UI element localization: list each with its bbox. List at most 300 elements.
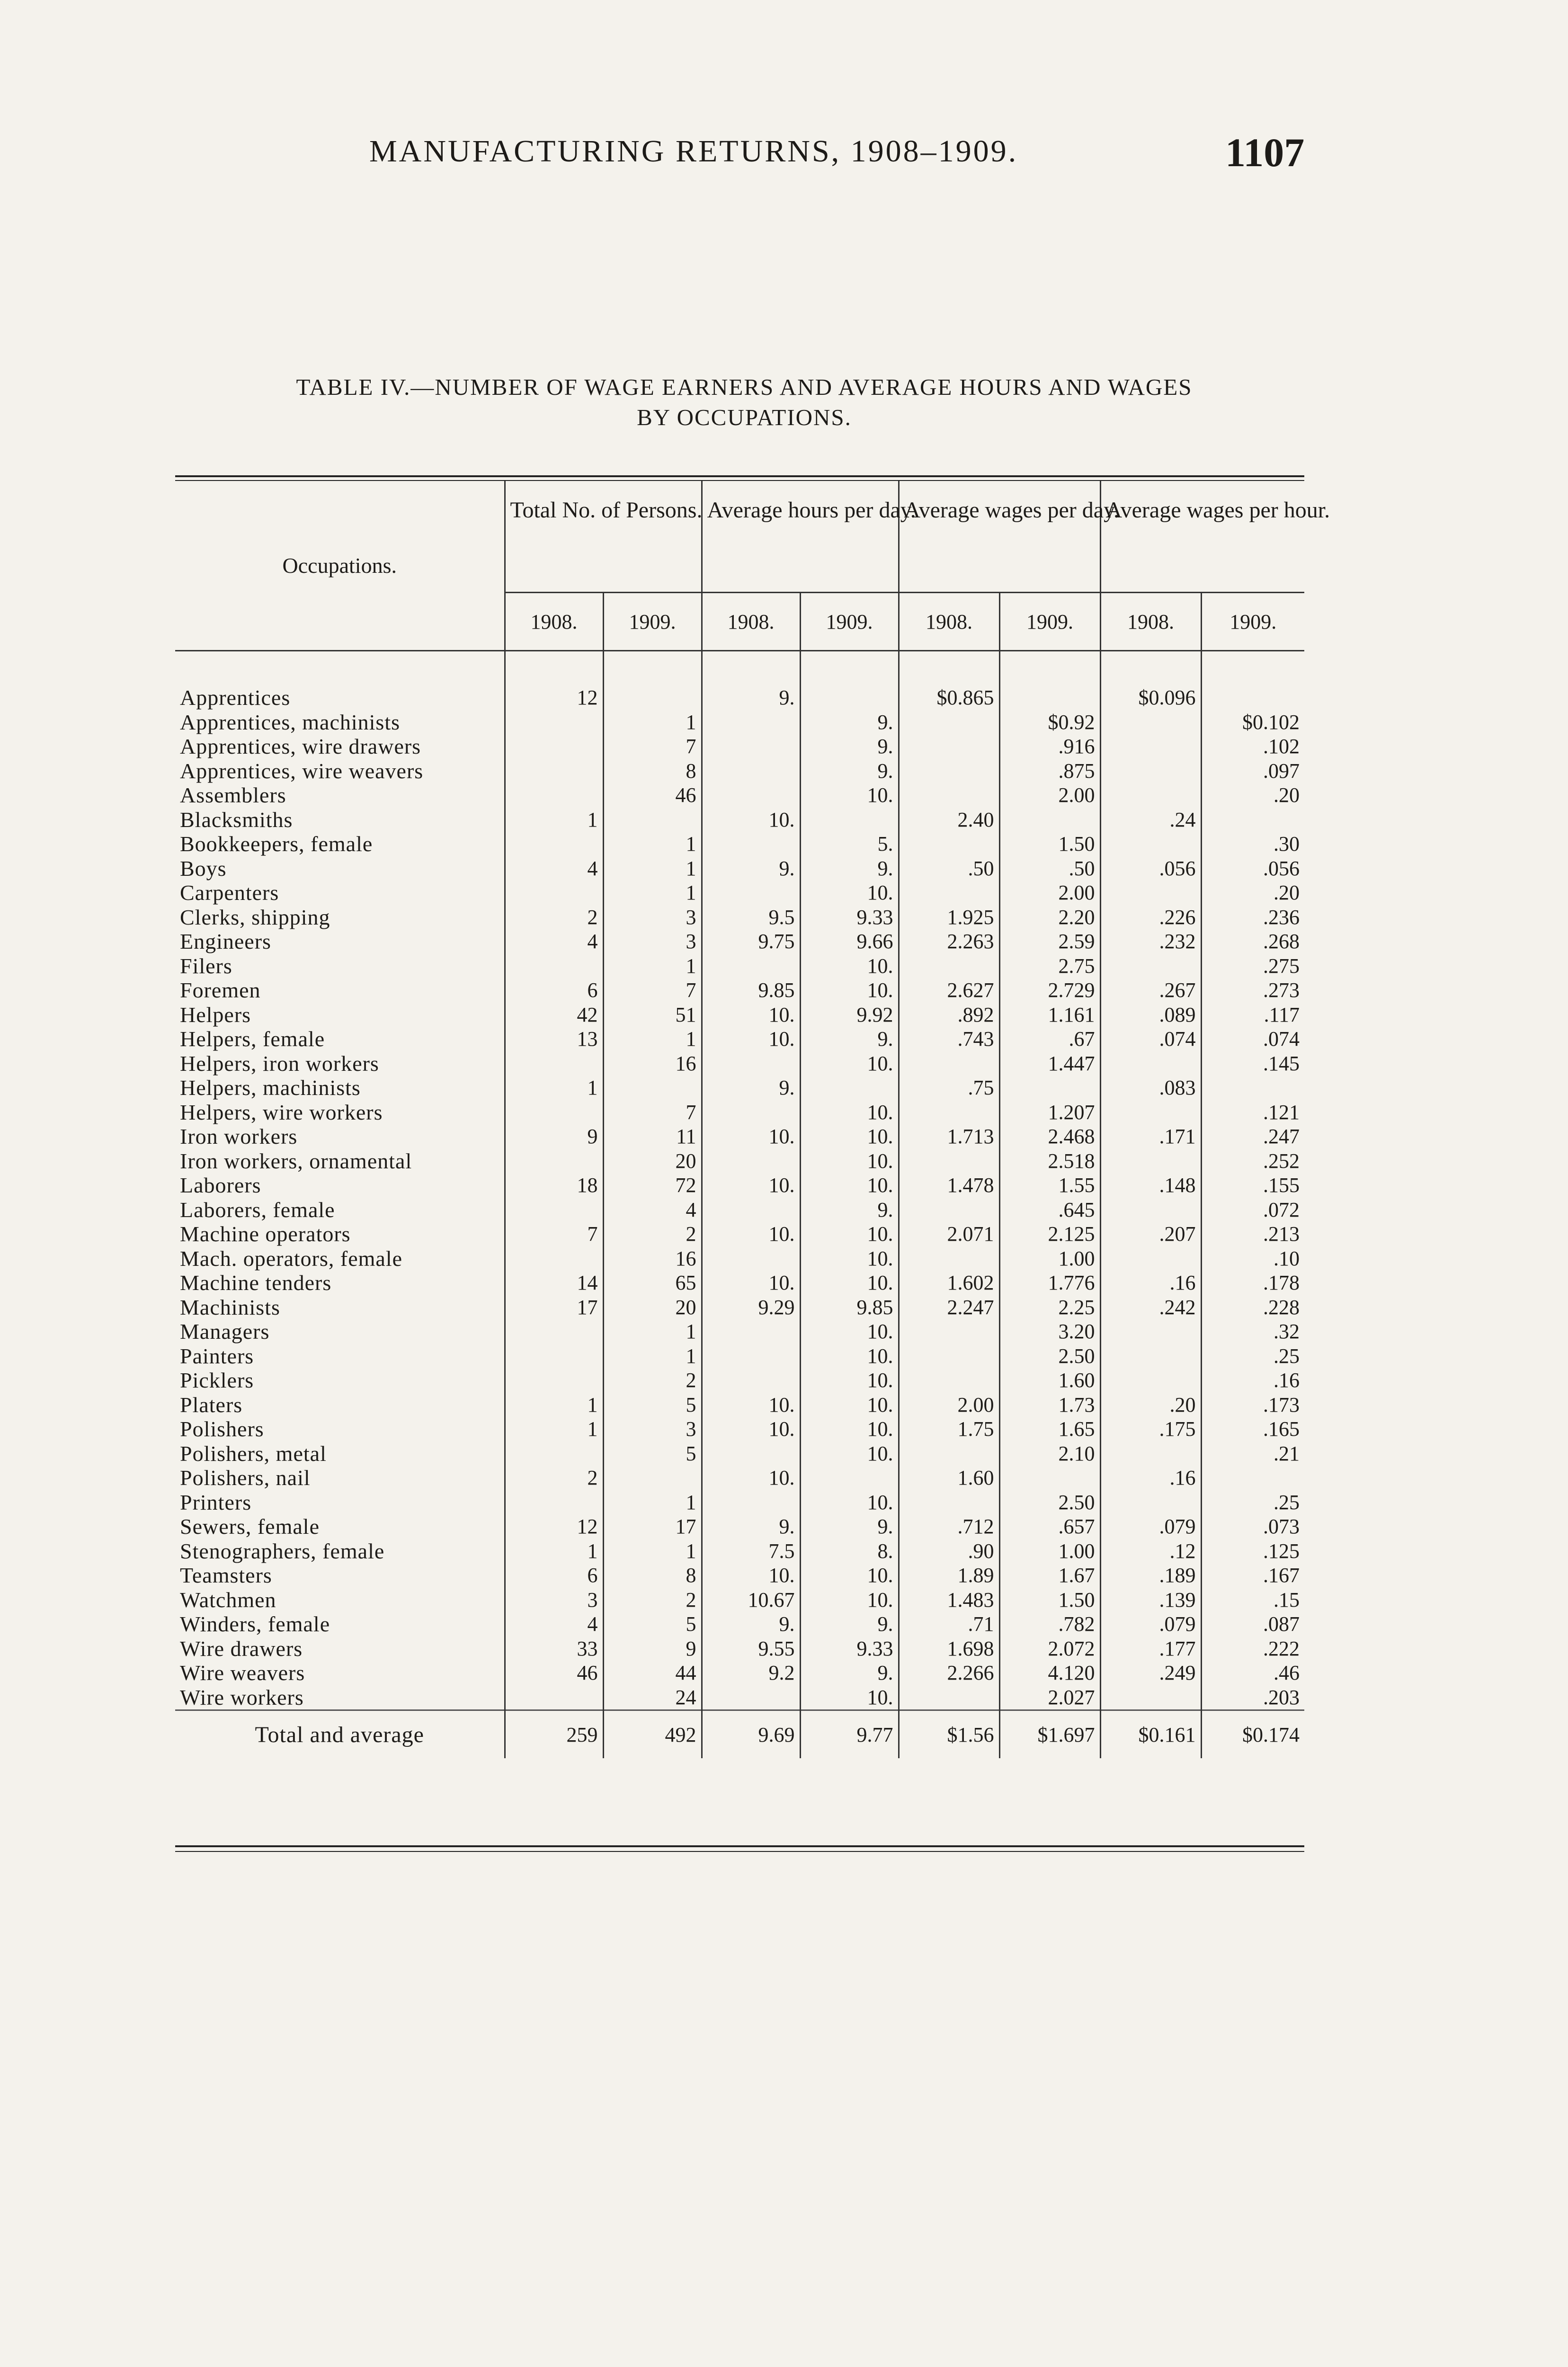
table-cell: 10. — [800, 1319, 899, 1344]
table-row — [175, 978, 1304, 1003]
table-cell — [1100, 1344, 1201, 1369]
table-cell: .25 — [1201, 1490, 1304, 1515]
table-cell: 2.10 — [999, 1442, 1100, 1466]
bottom-double-rule-2 — [175, 1851, 1304, 1852]
table-cell: 9.33 — [800, 905, 899, 930]
occupation-name: Mach. operators, female — [180, 1246, 403, 1271]
table-cell: .097 — [1201, 759, 1304, 783]
table-cell: 3.20 — [999, 1319, 1100, 1344]
table-row — [175, 1490, 1304, 1515]
table-cell: 9.5 — [702, 905, 800, 930]
table-cell: 2 — [505, 1466, 603, 1490]
total-cell: $0.161 — [1100, 1710, 1201, 1759]
table-cell: 3 — [603, 929, 702, 954]
table-cell: 20 — [603, 1149, 702, 1174]
table-row — [175, 1003, 1304, 1027]
table-cell — [1100, 734, 1201, 759]
table-row — [175, 1588, 1304, 1612]
table-cell: 7 — [603, 1100, 702, 1125]
occupation-name: Engineers — [180, 929, 271, 953]
table-cell: .892 — [899, 1003, 999, 1027]
occupation-name: Platers — [180, 1392, 243, 1417]
table-cell: 1 — [603, 1490, 702, 1515]
table-cell: .236 — [1201, 905, 1304, 930]
table-cell: .75 — [899, 1076, 999, 1100]
table-cell — [1201, 685, 1304, 710]
occupation-name: Machinists — [180, 1295, 280, 1319]
table-cell: .916 — [999, 734, 1100, 759]
table-row — [175, 1295, 1304, 1320]
table-cell — [999, 1466, 1100, 1490]
table-cell: 9.29 — [702, 1295, 800, 1320]
table-cell: 1 — [603, 710, 702, 735]
table-cell: 1 — [505, 1417, 603, 1442]
occupation-name: Bookkeepers, female — [180, 832, 373, 856]
occupation-name: Helpers, machinists — [180, 1076, 361, 1100]
table-row — [175, 1246, 1304, 1271]
table-cell: .875 — [999, 759, 1100, 783]
table-cell: .242 — [1100, 1295, 1201, 1320]
table-cell — [702, 1490, 800, 1515]
table-cell: .165 — [1201, 1417, 1304, 1442]
total-row — [175, 1710, 1304, 1759]
table-cell — [702, 832, 800, 856]
table-row — [175, 1271, 1304, 1295]
table-cell: 9. — [800, 734, 899, 759]
occupation-name: Apprentices, wire weavers — [180, 758, 424, 783]
header-spacer-row — [175, 651, 1304, 686]
table-cell: 2.125 — [999, 1222, 1100, 1246]
table-cell: 7 — [603, 734, 702, 759]
table-cell: .50 — [899, 856, 999, 881]
table-row — [175, 1466, 1304, 1490]
table-cell — [899, 1051, 999, 1076]
table-cell — [1100, 1051, 1201, 1076]
table-cell: 9. — [800, 1027, 899, 1051]
table-cell: 1.67 — [999, 1563, 1100, 1588]
table-cell — [603, 1076, 702, 1100]
occupation-name: Helpers, female — [180, 1027, 325, 1051]
total-persons-header: Total No. of Persons. — [505, 481, 702, 593]
page-number: 1107 — [1225, 130, 1305, 175]
table-cell — [899, 734, 999, 759]
table-cell — [702, 1246, 800, 1271]
table-cell: .50 — [999, 856, 1100, 881]
table-cell: 9. — [800, 1612, 899, 1637]
table-cell: 44 — [603, 1661, 702, 1685]
table-cell: 2.072 — [999, 1637, 1100, 1661]
table-row — [175, 905, 1304, 930]
table-row — [175, 1417, 1304, 1442]
table-cell: 10. — [800, 1393, 899, 1417]
table-cell: .207 — [1100, 1222, 1201, 1246]
table-cell — [1100, 1319, 1201, 1344]
total-cell: 259 — [505, 1710, 603, 1759]
occupation-name: Helpers — [180, 1002, 251, 1027]
wages-per-day-header: Average wages per day. — [899, 481, 1100, 593]
table-cell: 9.85 — [702, 978, 800, 1003]
table-cell: 2.00 — [999, 783, 1100, 808]
table-cell: 3 — [603, 905, 702, 930]
table-cell: 9. — [702, 1514, 800, 1539]
table-cell: .24 — [1100, 808, 1201, 832]
table-cell: 14 — [505, 1271, 603, 1295]
table-cell: $0.865 — [899, 685, 999, 710]
occupation-name: Painters — [180, 1344, 254, 1368]
table-cell — [899, 881, 999, 905]
table-row — [175, 1661, 1304, 1685]
table-cell: 2 — [603, 1222, 702, 1246]
table-cell: .16 — [1100, 1271, 1201, 1295]
table-cell: .083 — [1100, 1076, 1201, 1100]
table-cell — [702, 1100, 800, 1125]
table-cell: 9.33 — [800, 1637, 899, 1661]
table-cell — [899, 954, 999, 979]
table-cell: 9.55 — [702, 1637, 800, 1661]
table-row — [175, 1514, 1304, 1539]
table-cell: .247 — [1201, 1124, 1304, 1149]
table-row — [175, 1222, 1304, 1246]
occupation-name: Polishers, metal — [180, 1441, 327, 1466]
table-cell: 9.75 — [702, 929, 800, 954]
table-cell — [505, 1149, 603, 1174]
table-cell — [702, 759, 800, 783]
table-cell: 1.478 — [899, 1173, 999, 1198]
table-cell — [702, 1051, 800, 1076]
table-cell: 1.447 — [999, 1051, 1100, 1076]
table-cell: 10. — [800, 1100, 899, 1125]
table-cell — [505, 1100, 603, 1125]
table-cell: 24 — [603, 1685, 702, 1710]
table-row — [175, 734, 1304, 759]
table-title-line-1: TABLE IV.—NUMBER OF WAGE EARNERS AND AVERAGE HOURS AND WAGES — [296, 374, 1193, 400]
table-cell: 10. — [800, 1368, 899, 1393]
table-cell — [702, 1368, 800, 1393]
table-row — [175, 1685, 1304, 1710]
table-cell: .16 — [1201, 1368, 1304, 1393]
table-cell: 9.92 — [800, 1003, 899, 1027]
table-cell: .148 — [1100, 1173, 1201, 1198]
occupation-name: Printers — [180, 1490, 252, 1514]
table-cell — [1100, 1198, 1201, 1222]
table-cell: .743 — [899, 1027, 999, 1051]
table-cell — [1100, 1246, 1201, 1271]
table-cell: 1 — [603, 1344, 702, 1369]
table-cell: .056 — [1201, 856, 1304, 881]
table-cell: 11 — [603, 1124, 702, 1149]
occupation-name: Stenographers, female — [180, 1539, 385, 1563]
year-header: 1908. — [1100, 593, 1201, 651]
table-cell: .25 — [1201, 1344, 1304, 1369]
table-cell: .657 — [999, 1514, 1100, 1539]
table-cell: .21 — [1201, 1442, 1304, 1466]
table-cell — [505, 1051, 603, 1076]
table-cell: 10.67 — [702, 1588, 800, 1612]
table-cell: 51 — [603, 1003, 702, 1027]
table-cell — [899, 1319, 999, 1344]
occupation-name: Iron workers, ornamental — [180, 1148, 412, 1173]
table-cell: 10. — [800, 1442, 899, 1466]
table-cell — [702, 954, 800, 979]
table-cell: 1.65 — [999, 1417, 1100, 1442]
table-cell: 3 — [603, 1417, 702, 1442]
table-cell: 65 — [603, 1271, 702, 1295]
table-cell: 1.55 — [999, 1173, 1100, 1198]
table-cell: .073 — [1201, 1514, 1304, 1539]
table-cell: 2.071 — [899, 1222, 999, 1246]
occupation-name: Sewers, female — [180, 1514, 320, 1539]
table-cell: .177 — [1100, 1637, 1201, 1661]
table-row — [175, 1319, 1304, 1344]
table-cell: 9. — [702, 1612, 800, 1637]
table-cell: .273 — [1201, 978, 1304, 1003]
table-cell — [505, 1319, 603, 1344]
table-row — [175, 954, 1304, 979]
table-cell: 10. — [702, 1003, 800, 1027]
year-header: 1908. — [702, 593, 800, 651]
occupation-name: Laborers, female — [180, 1197, 335, 1222]
table-row — [175, 1344, 1304, 1369]
table-row — [175, 1563, 1304, 1588]
table-row — [175, 856, 1304, 881]
table-cell — [702, 1442, 800, 1466]
table-cell — [800, 685, 899, 710]
wages-per-hour-header: Average wages per hour. — [1100, 481, 1304, 593]
table-cell — [899, 1490, 999, 1515]
table-cell: 2.00 — [899, 1393, 999, 1417]
table-cell: 2.25 — [999, 1295, 1100, 1320]
table-cell: .712 — [899, 1514, 999, 1539]
table-cell — [505, 1685, 603, 1710]
table-body — [175, 651, 1304, 1710]
table-cell: 10. — [800, 1124, 899, 1149]
table-cell: 9.85 — [800, 1295, 899, 1320]
occupation-name: Wire workers — [180, 1685, 304, 1709]
table-cell — [702, 1149, 800, 1174]
table-cell — [702, 1198, 800, 1222]
table-cell — [603, 808, 702, 832]
table-row — [175, 1051, 1304, 1076]
table-cell: 10. — [800, 1149, 899, 1174]
table-cell: .782 — [999, 1612, 1100, 1637]
table-cell — [505, 881, 603, 905]
table-cell: $0.096 — [1100, 685, 1201, 710]
table-cell: 1.00 — [999, 1246, 1100, 1271]
year-header: 1909. — [999, 593, 1100, 651]
occupation-name: Wire weavers — [180, 1661, 305, 1685]
table-row — [175, 832, 1304, 856]
table-cell: 9. — [800, 1198, 899, 1222]
occupation-name: Machine tenders — [180, 1271, 332, 1295]
table-cell: 10. — [702, 1027, 800, 1051]
table-cell — [1100, 1490, 1201, 1515]
table-cell — [505, 954, 603, 979]
occupation-name: Boys — [180, 856, 227, 881]
table-cell: $0.102 — [1201, 710, 1304, 735]
table-cell: .167 — [1201, 1563, 1304, 1588]
table-cell: 1 — [603, 954, 702, 979]
table-cell: .125 — [1201, 1539, 1304, 1564]
occupation-name: Carpenters — [180, 881, 279, 905]
table-cell — [800, 1466, 899, 1490]
table-cell: .175 — [1100, 1417, 1201, 1442]
table-cell: .228 — [1201, 1295, 1304, 1320]
table-cell: 2.729 — [999, 978, 1100, 1003]
table-cell: .087 — [1201, 1612, 1304, 1637]
table-cell: 10. — [702, 1417, 800, 1442]
table-cell: 10. — [702, 1173, 800, 1198]
table-cell — [1100, 759, 1201, 783]
table-cell: .71 — [899, 1612, 999, 1637]
table-cell — [899, 1149, 999, 1174]
table-cell: 1.60 — [999, 1368, 1100, 1393]
table-cell: 2 — [603, 1368, 702, 1393]
table-cell: 1.925 — [899, 905, 999, 930]
table-cell: .213 — [1201, 1222, 1304, 1246]
table-cell — [702, 710, 800, 735]
table-row — [175, 881, 1304, 905]
table-row — [175, 1393, 1304, 1417]
table-cell: 17 — [603, 1514, 702, 1539]
table-cell — [800, 1076, 899, 1100]
table-row — [175, 1637, 1304, 1661]
table-cell: 10. — [800, 881, 899, 905]
table-cell: 1 — [603, 1027, 702, 1051]
table-cell — [1100, 1100, 1201, 1125]
table-cell: 1 — [505, 1539, 603, 1564]
table-cell: .203 — [1201, 1685, 1304, 1710]
table-title-line-2: BY OCCUPATIONS. — [637, 404, 852, 430]
table-cell: 2.518 — [999, 1149, 1100, 1174]
occupation-name: Winders, female — [180, 1612, 330, 1636]
year-header: 1908. — [505, 593, 603, 651]
occupation-name: Machine operators — [180, 1222, 351, 1246]
table-cell — [1100, 1149, 1201, 1174]
table-row — [175, 808, 1304, 832]
table-cell: .173 — [1201, 1393, 1304, 1417]
table-row — [175, 1027, 1304, 1051]
table-cell — [899, 1246, 999, 1271]
table-cell — [899, 1198, 999, 1222]
occupation-name: Foremen — [180, 978, 261, 1002]
table-cell — [899, 710, 999, 735]
occupation-name: Managers — [180, 1319, 270, 1344]
table-cell: .15 — [1201, 1588, 1304, 1612]
table-cell: 6 — [505, 978, 603, 1003]
table-cell: 5 — [603, 1612, 702, 1637]
table-cell: 1.207 — [999, 1100, 1100, 1125]
table-cell: 8 — [603, 759, 702, 783]
table-cell: 1.73 — [999, 1393, 1100, 1417]
table-cell: 9. — [702, 685, 800, 710]
year-header: 1909. — [800, 593, 899, 651]
table-cell: 9 — [505, 1124, 603, 1149]
table-cell: 2.20 — [999, 905, 1100, 930]
table-cell: 2.468 — [999, 1124, 1100, 1149]
table-cell — [1100, 783, 1201, 808]
table-cell: .079 — [1100, 1612, 1201, 1637]
table-cell: 72 — [603, 1173, 702, 1198]
table-cell — [1100, 1368, 1201, 1393]
table-cell: 2.59 — [999, 929, 1100, 954]
table-row — [175, 710, 1304, 735]
table-cell: 1 — [603, 881, 702, 905]
table-cell: 3 — [505, 1588, 603, 1612]
table-cell — [702, 1344, 800, 1369]
table-cell: 9. — [702, 856, 800, 881]
table-cell: .171 — [1100, 1124, 1201, 1149]
table-cell: 1.50 — [999, 1588, 1100, 1612]
table-row — [175, 1100, 1304, 1125]
table-cell — [702, 1319, 800, 1344]
table-cell: 10. — [702, 1271, 800, 1295]
table-cell: 2.40 — [899, 808, 999, 832]
table-row — [175, 1539, 1304, 1564]
table-cell: 10. — [702, 1563, 800, 1588]
table-row — [175, 1442, 1304, 1466]
occupation-name: Wire drawers — [180, 1636, 303, 1661]
table-cell: .20 — [1100, 1393, 1201, 1417]
table-cell: 8 — [603, 1563, 702, 1588]
occupation-name: Polishers, nail — [180, 1466, 311, 1490]
table-cell: 42 — [505, 1003, 603, 1027]
table-cell: 2.266 — [899, 1661, 999, 1685]
table-cell: 2 — [603, 1588, 702, 1612]
table-cell: 1.713 — [899, 1124, 999, 1149]
running-title: MANUFACTURING RETURNS, 1908–1909. — [369, 134, 1018, 169]
occupation-name: Helpers, iron workers — [180, 1051, 379, 1076]
table-cell: 10. — [800, 1417, 899, 1442]
total-cell: 9.77 — [800, 1710, 899, 1759]
table-cell — [800, 808, 899, 832]
table-cell — [505, 710, 603, 735]
total-cell: $0.174 — [1201, 1710, 1304, 1759]
table-cell — [1100, 1442, 1201, 1466]
table-cell — [505, 1246, 603, 1271]
table-cell — [899, 832, 999, 856]
table-cell: 2.627 — [899, 978, 999, 1003]
table-cell — [505, 783, 603, 808]
table-cell: .46 — [1201, 1661, 1304, 1685]
table-cell: 12 — [505, 1514, 603, 1539]
table-cell: 1.60 — [899, 1466, 999, 1490]
table-cell: 1.161 — [999, 1003, 1100, 1027]
table-cell: 10. — [800, 1173, 899, 1198]
table-cell: .67 — [999, 1027, 1100, 1051]
occupation-name: Blacksmiths — [180, 807, 293, 832]
table-title — [176, 372, 1312, 433]
table-cell — [999, 808, 1100, 832]
table-cell: 10. — [800, 954, 899, 979]
table-cell: .072 — [1201, 1198, 1304, 1222]
table-row — [175, 1198, 1304, 1222]
table-cell: 10. — [800, 1271, 899, 1295]
table-cell: 2.50 — [999, 1490, 1100, 1515]
table-cell — [702, 881, 800, 905]
occupation-name: Laborers — [180, 1173, 261, 1197]
table-cell: .232 — [1100, 929, 1201, 954]
table-cell — [1201, 1466, 1304, 1490]
table-cell: .074 — [1201, 1027, 1304, 1051]
table-row — [175, 1173, 1304, 1198]
table-cell: .155 — [1201, 1173, 1304, 1198]
table-cell: 17 — [505, 1295, 603, 1320]
table-cell: 10. — [702, 808, 800, 832]
table-cell: .20 — [1201, 881, 1304, 905]
table-cell: 1.698 — [899, 1637, 999, 1661]
table-cell: 9 — [603, 1637, 702, 1661]
total-cell: $1.697 — [999, 1710, 1100, 1759]
